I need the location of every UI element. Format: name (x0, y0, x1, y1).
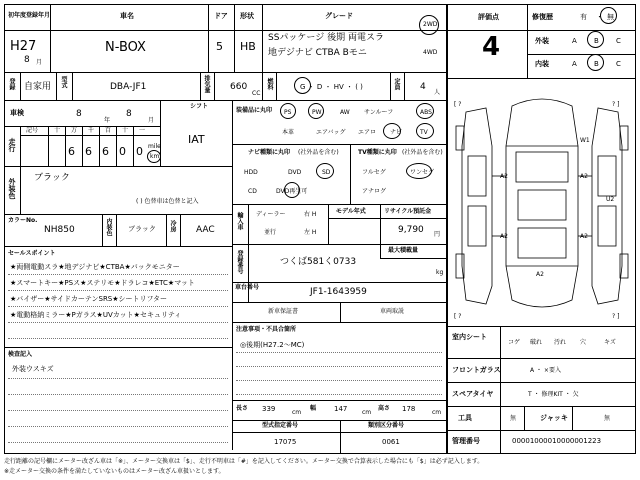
interior-color-label: 内装色 (105, 218, 112, 236)
eval-label: 評価点 (478, 13, 499, 21)
recycle-amount: 9,790 (398, 225, 424, 235)
type-num-label: 型式指定番号 (262, 422, 299, 429)
navi-label: ナビ種類に丸印 (248, 149, 291, 156)
grade-line-2: 地デジナビ CTBA Bモニ (268, 48, 367, 58)
color-code: NH850 (44, 225, 75, 235)
reg-year-label: 初年度登録年月 (8, 12, 51, 19)
jack-value: 無 (604, 415, 611, 422)
circle-mark (280, 103, 296, 119)
circle-mark (600, 7, 617, 24)
wear-label: 修復歴 (532, 13, 553, 21)
door-label: ドア (214, 12, 228, 20)
circle-mark (147, 150, 161, 163)
circle-mark (316, 163, 334, 179)
footer-note-1: 走行距離の記号欄にメーター改ざん車は「※」、メーター交換車は「$」、走行不明車は「#」を記入してください。メーター交換で合算表示した場合にも「$」は必ず記入します。 (4, 458, 484, 465)
tools-value: 無 (510, 415, 517, 422)
grade-line-1: SSパッケージ 後期 両電スラ (268, 33, 384, 43)
circle-mark (308, 103, 324, 119)
sales-point-line: ★両側電動スラ★地デジナビ★CTBA★バックモニター (10, 263, 180, 271)
sales-point-line: ★スマートキー★PSス★ステリモ★ドラレコ★ETC★マット (10, 279, 195, 287)
displacement: 660 (230, 82, 248, 92)
windshield-label: フロントガラス (452, 366, 501, 374)
height-label: 高さ (378, 405, 391, 412)
class-num: 0061 (382, 438, 400, 446)
damage-mark: U2 (606, 196, 615, 203)
wear-no: 無 (607, 13, 614, 21)
color-code-label: カラーNo. (8, 217, 38, 224)
inspection-year: 8 (76, 109, 82, 119)
mgmt-number: 00001000010000001223 (512, 437, 602, 445)
interior-sheet-label: 室内シート (452, 333, 487, 341)
door-count: 5 (216, 40, 223, 53)
damage-mark: A2 (500, 173, 508, 180)
tools-label: 工具 (458, 414, 472, 422)
ac-label: 冷房 (169, 220, 176, 232)
length-value: 339 (262, 405, 276, 413)
body-shape: HB (240, 40, 256, 53)
interior-grade-label: 内装 (535, 60, 549, 68)
circle-mark (406, 163, 432, 179)
reg-year: H27 (10, 39, 37, 54)
svg-text:? ]: ? ] (612, 101, 620, 108)
drive-2wd: 2WD (423, 21, 438, 28)
width-label: 幅 (310, 405, 317, 412)
length-label: 長さ (236, 405, 249, 412)
inspection-label: 車検 (10, 109, 24, 117)
plate-label: 登録番号 (236, 250, 243, 274)
car-diagram (452, 86, 632, 322)
capacity-label: 定員 (393, 78, 400, 90)
mileage-digit: 0 (119, 145, 126, 158)
class-num-label: 類別区分番号 (368, 422, 405, 429)
mileage-digit: 6 (102, 145, 109, 158)
import-label: 輸入車 (236, 212, 243, 230)
circle-mark (416, 123, 434, 139)
circle-mark (284, 182, 300, 198)
shift-label: シフト (190, 103, 209, 110)
transmission: IAT (188, 133, 205, 146)
svg-text:[ ?: [ ? (454, 313, 462, 320)
capacity-unit: 人 (434, 89, 441, 96)
fuel-options: G ・ D ・ HV ・ ( ) (300, 83, 363, 91)
damage-mark: A2 (580, 173, 588, 180)
km-unit: km (150, 153, 160, 160)
capacity: 4 (420, 82, 426, 92)
color-change-note: ( ) 色替車は色替と記入 (136, 198, 199, 205)
sales-point-line: ★バイザー★サイドカーテンSRS★シートリフター (10, 295, 168, 303)
spare-tire-label: スペアタイヤ (452, 390, 494, 398)
interior-color: ブラック (128, 225, 156, 233)
usage-type: 自家用 (24, 82, 52, 92)
notes-label: 注意事項・不具合箇所 (236, 326, 297, 333)
mile-unit: mile (148, 143, 161, 150)
svg-text:? ]: ? ] (612, 313, 620, 320)
jack-label: ジャッキ (540, 414, 568, 422)
circle-mark (294, 77, 311, 94)
use-prefix: 登録 (8, 78, 15, 90)
damage-mark: W1 (580, 137, 590, 144)
inspector-label: 検査記入 (8, 351, 33, 358)
drive-4wd: 4WD (423, 49, 438, 56)
circle-mark (419, 15, 439, 35)
mileage-digit: 6 (68, 145, 75, 158)
damage-mark: A2 (536, 271, 544, 278)
chassis-label: 車台番号 (235, 284, 260, 291)
month-unit: 月 (36, 59, 43, 66)
damage-mark: A2 (580, 233, 588, 240)
eval-score: 4 (482, 32, 501, 62)
equipment-label: 装備品に丸印 (236, 107, 273, 114)
svg-text:[ ?: [ ? (454, 101, 462, 108)
notes-value: ◎後期(H27.2〜MC) (240, 341, 305, 349)
cc-unit: CC (252, 90, 261, 97)
exterior-color-label: 外装色 (8, 178, 16, 199)
model-year-label: モデル年式 (336, 208, 366, 215)
reg-month: 8 (24, 55, 30, 65)
sales-points-label: セールスポイント (8, 250, 56, 257)
manual-label: 車両取説 (380, 308, 405, 315)
recycle-label: リサイクル預託金 (384, 208, 432, 215)
width-value: 147 (334, 405, 348, 413)
type-num: 17075 (274, 438, 297, 446)
circle-mark (587, 31, 604, 48)
circle-mark (383, 123, 401, 139)
tv-label: TV種類に丸印 (358, 149, 397, 156)
warranty-label: 新車保証書 (268, 308, 299, 315)
height-value: 178 (402, 405, 416, 413)
footer-note-2: ※走メーター交換の条件を満たしていないものはメーター改ざん車扱いとします。 (4, 468, 225, 475)
damage-mark: A2 (500, 233, 508, 240)
inspector-note: 外装ウスキズ (12, 365, 54, 373)
mileage-digit: 0 (136, 145, 143, 158)
windshield-value: A ・ ×要入 (530, 367, 561, 374)
wear-yes: 有 (580, 13, 587, 21)
max-load-label: 最大積載量 (388, 247, 419, 254)
model-label: 車名 (120, 12, 134, 20)
mgmt-label: 管理番号 (452, 437, 480, 445)
sales-point-line: ★電動格納ミラー★Pガラス★UVカット★セキュリティ (10, 311, 182, 319)
fuel-label: 燃料 (266, 78, 273, 90)
mileage-digit: 6 (85, 145, 92, 158)
spare-tire-value: T ・ 修理KIT ・ 欠 (528, 391, 579, 398)
grade-label: グレード (325, 12, 353, 20)
plate-number: つくば581く0733 (280, 257, 357, 267)
circle-mark (416, 103, 434, 119)
exterior-grade-label: 外装 (535, 37, 549, 45)
shape-label: 形状 (240, 12, 254, 20)
ac-type: AAC (196, 225, 215, 235)
circle-mark (587, 54, 604, 71)
model-code: DBA-JF1 (110, 82, 147, 92)
mileage-label: 走行 (8, 138, 16, 152)
model-code-label: 型式 (60, 76, 67, 88)
exterior-color: ブラック (34, 173, 70, 183)
inspection-month: 8 (126, 109, 132, 119)
displacement-label: 排気量 (203, 75, 210, 93)
chassis-number: JF1-1643959 (310, 287, 367, 297)
model-name: N-BOX (105, 40, 146, 55)
